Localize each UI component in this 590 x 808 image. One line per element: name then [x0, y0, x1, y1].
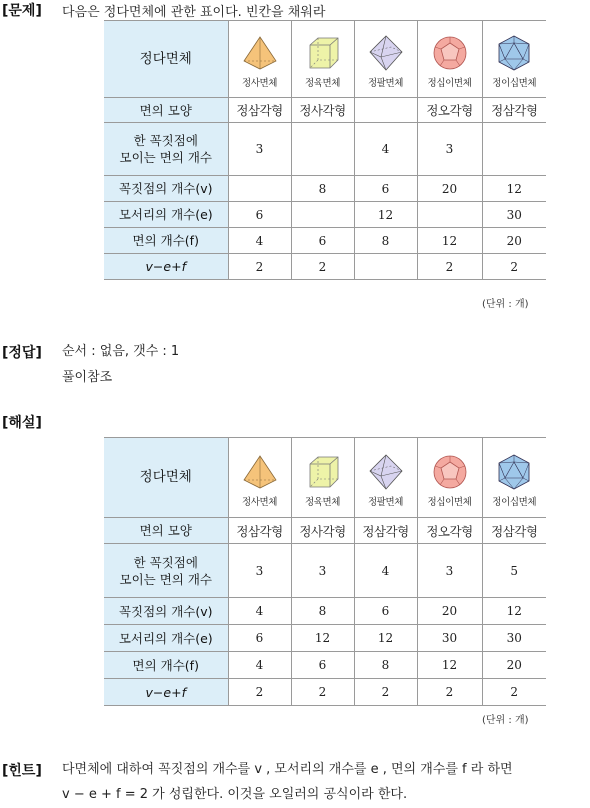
table-cell: 12 — [482, 176, 546, 202]
table-cell: 정사각형 — [291, 98, 354, 123]
table-cell: 12 — [482, 598, 546, 625]
table-cell: 12 — [354, 202, 417, 228]
table-cell: 정오각형 — [417, 98, 482, 123]
octahedron-icon — [367, 454, 405, 490]
table-cell: 8 — [291, 598, 354, 625]
solution-table — [104, 437, 546, 706]
table-cell: 정삼각형 — [228, 98, 291, 123]
table-cell: 4 — [354, 123, 417, 176]
table-cell: 3 — [228, 544, 291, 598]
polyhedron-name: 정팔면체 — [367, 78, 404, 89]
table-cell: 20 — [482, 652, 546, 679]
table-cell — [482, 123, 546, 176]
row-header: v−e+f — [104, 679, 228, 706]
dodecahedron-icon — [431, 35, 469, 71]
table-cell: 6 — [228, 625, 291, 652]
table-cell: 8 — [291, 176, 354, 202]
table-cell: 12 — [354, 625, 417, 652]
row-header-line: 한 꼭짓점에 — [133, 133, 198, 148]
table-cell — [228, 176, 291, 202]
row-header — [104, 123, 228, 176]
table-cell: 30 — [417, 625, 482, 652]
polyhedron-cell — [354, 21, 417, 98]
octahedron-icon — [367, 35, 405, 71]
row-header: 면의 모양 — [104, 98, 228, 123]
table-corner-cell: 정다면체 — [104, 21, 228, 98]
table-row — [104, 598, 546, 625]
table-cell — [417, 202, 482, 228]
table-cell: 5 — [482, 544, 546, 598]
table-cell: 20 — [417, 176, 482, 202]
table-header-row — [104, 438, 546, 518]
row-header: 꼭짓점의 개수(v) — [104, 176, 228, 202]
hint-label: [힌트] — [2, 763, 42, 779]
table-cell: 정삼각형 — [228, 518, 291, 544]
polyhedron-cell — [228, 438, 291, 518]
table-cell: 정사각형 — [291, 518, 354, 544]
row-header: 면의 개수(f) — [104, 652, 228, 679]
table-cell — [291, 123, 354, 176]
table-row — [104, 228, 546, 254]
table-cell: 2 — [291, 254, 354, 280]
row-header: 면의 개수(f) — [104, 228, 228, 254]
polyhedron-cell — [417, 21, 482, 98]
icosahedron-icon — [495, 454, 533, 490]
row-header: 모서리의 개수(e) — [104, 202, 228, 228]
tetrahedron-icon — [241, 454, 279, 490]
polyhedron-cell — [417, 438, 482, 518]
polyhedron-cell — [482, 438, 546, 518]
table-cell: 6 — [228, 202, 291, 228]
table-cell — [291, 202, 354, 228]
table-row — [104, 123, 546, 176]
dodecahedron-icon — [431, 454, 469, 490]
problem-text: 다음은 정다면체에 관한 표이다. 빈칸을 채워라 — [62, 5, 326, 20]
table-row — [104, 679, 546, 706]
table-row — [104, 98, 546, 123]
table-cell: 4 — [228, 228, 291, 254]
table-cell: 2 — [417, 679, 482, 706]
unit-note: (단위 : 개) — [482, 715, 529, 726]
polyhedron-name: 정팔면체 — [367, 496, 404, 508]
row-header-line: 한 꼭짓점에 — [133, 554, 198, 570]
polyhedron-name: 정육면체 — [304, 496, 341, 508]
table-cell: 2 — [291, 679, 354, 706]
table-cell: 8 — [354, 228, 417, 254]
table-cell: 2 — [482, 254, 546, 280]
tetrahedron-icon — [241, 35, 279, 71]
polyhedron-cell — [291, 21, 354, 98]
table-cell: 정삼각형 — [482, 518, 546, 544]
answer-line2: 풀이참조 — [62, 370, 113, 385]
table-cell: 2 — [228, 679, 291, 706]
table-row — [104, 202, 546, 228]
polyhedron-name: 정사면체 — [241, 496, 278, 508]
icosahedron-icon — [495, 35, 533, 71]
row-header: v−e+f — [104, 254, 228, 280]
table-cell: 3 — [417, 544, 482, 598]
table-cell: 30 — [482, 202, 546, 228]
table-cell: 6 — [354, 598, 417, 625]
polyhedron-cell — [291, 438, 354, 518]
table-cell: 2 — [228, 254, 291, 280]
table-cell: 2 — [482, 679, 546, 706]
table-cell: 4 — [228, 652, 291, 679]
table-cell: 2 — [417, 254, 482, 280]
table-corner-cell: 정다면체 — [104, 438, 228, 518]
table-cell: 12 — [417, 652, 482, 679]
table-row — [104, 254, 546, 280]
table-cell: 4 — [228, 598, 291, 625]
polyhedron-cell — [228, 21, 291, 98]
table-header-row — [104, 21, 546, 98]
answer-line1: 순서 : 없음, 갯수 : 1 — [62, 344, 180, 359]
table-cell: 30 — [482, 625, 546, 652]
table-cell — [354, 98, 417, 123]
row-header-line: 모이는 면의 개수 — [119, 571, 212, 587]
table-cell: 3 — [228, 123, 291, 176]
table-row — [104, 625, 546, 652]
table-row — [104, 518, 546, 544]
polyhedron-name: 정십이면체 — [427, 496, 472, 508]
table-cell: 6 — [291, 228, 354, 254]
table-row — [104, 544, 546, 598]
table-cell: 정삼각형 — [354, 518, 417, 544]
table-cell: 정오각형 — [417, 518, 482, 544]
unit-note: (단위 : 개) — [482, 299, 529, 310]
table-cell: 6 — [354, 176, 417, 202]
table-cell: 8 — [354, 652, 417, 679]
problem-label: [문제] — [2, 3, 42, 19]
table-cell: 3 — [291, 544, 354, 598]
solution-label: [해설] — [2, 415, 42, 431]
row-header: 꼭짓점의 개수(v) — [104, 598, 228, 625]
problem-table — [104, 20, 546, 280]
table-cell: 4 — [354, 544, 417, 598]
table-cell: 6 — [291, 652, 354, 679]
table-row — [104, 176, 546, 202]
row-header: 모서리의 개수(e) — [104, 625, 228, 652]
polyhedron-name: 정십이면체 — [427, 78, 472, 89]
row-header — [104, 544, 228, 598]
polyhedron-cell — [354, 438, 417, 518]
polyhedron-name: 정이십면체 — [492, 78, 537, 89]
polyhedron-cell — [482, 21, 546, 98]
table-row — [104, 652, 546, 679]
cube-icon — [304, 35, 342, 71]
table-cell: 20 — [482, 228, 546, 254]
table-cell: 3 — [417, 123, 482, 176]
row-header: 면의 모양 — [104, 518, 228, 544]
cube-icon — [304, 454, 342, 490]
table-cell — [354, 254, 417, 280]
hint-line1: 다면체에 대하여 꼭짓점의 개수를 v , 모서리의 개수를 e , 면의 개수를 f 라 하면 — [62, 762, 513, 777]
hint-line2: v − e + f = 2 가 성립한다. 이것을 오일러의 공식이라 한다. — [62, 787, 408, 802]
row-header-line: 모이는 면의 개수 — [119, 150, 212, 165]
table-cell: 20 — [417, 598, 482, 625]
answer-label: [정답] — [2, 345, 42, 361]
table-cell: 2 — [354, 679, 417, 706]
table-cell: 정삼각형 — [482, 98, 546, 123]
polyhedron-name: 정이십면체 — [492, 496, 537, 508]
table-cell: 12 — [417, 228, 482, 254]
polyhedron-name: 정육면체 — [304, 78, 341, 89]
table-cell: 12 — [291, 625, 354, 652]
polyhedron-name: 정사면체 — [241, 78, 278, 89]
